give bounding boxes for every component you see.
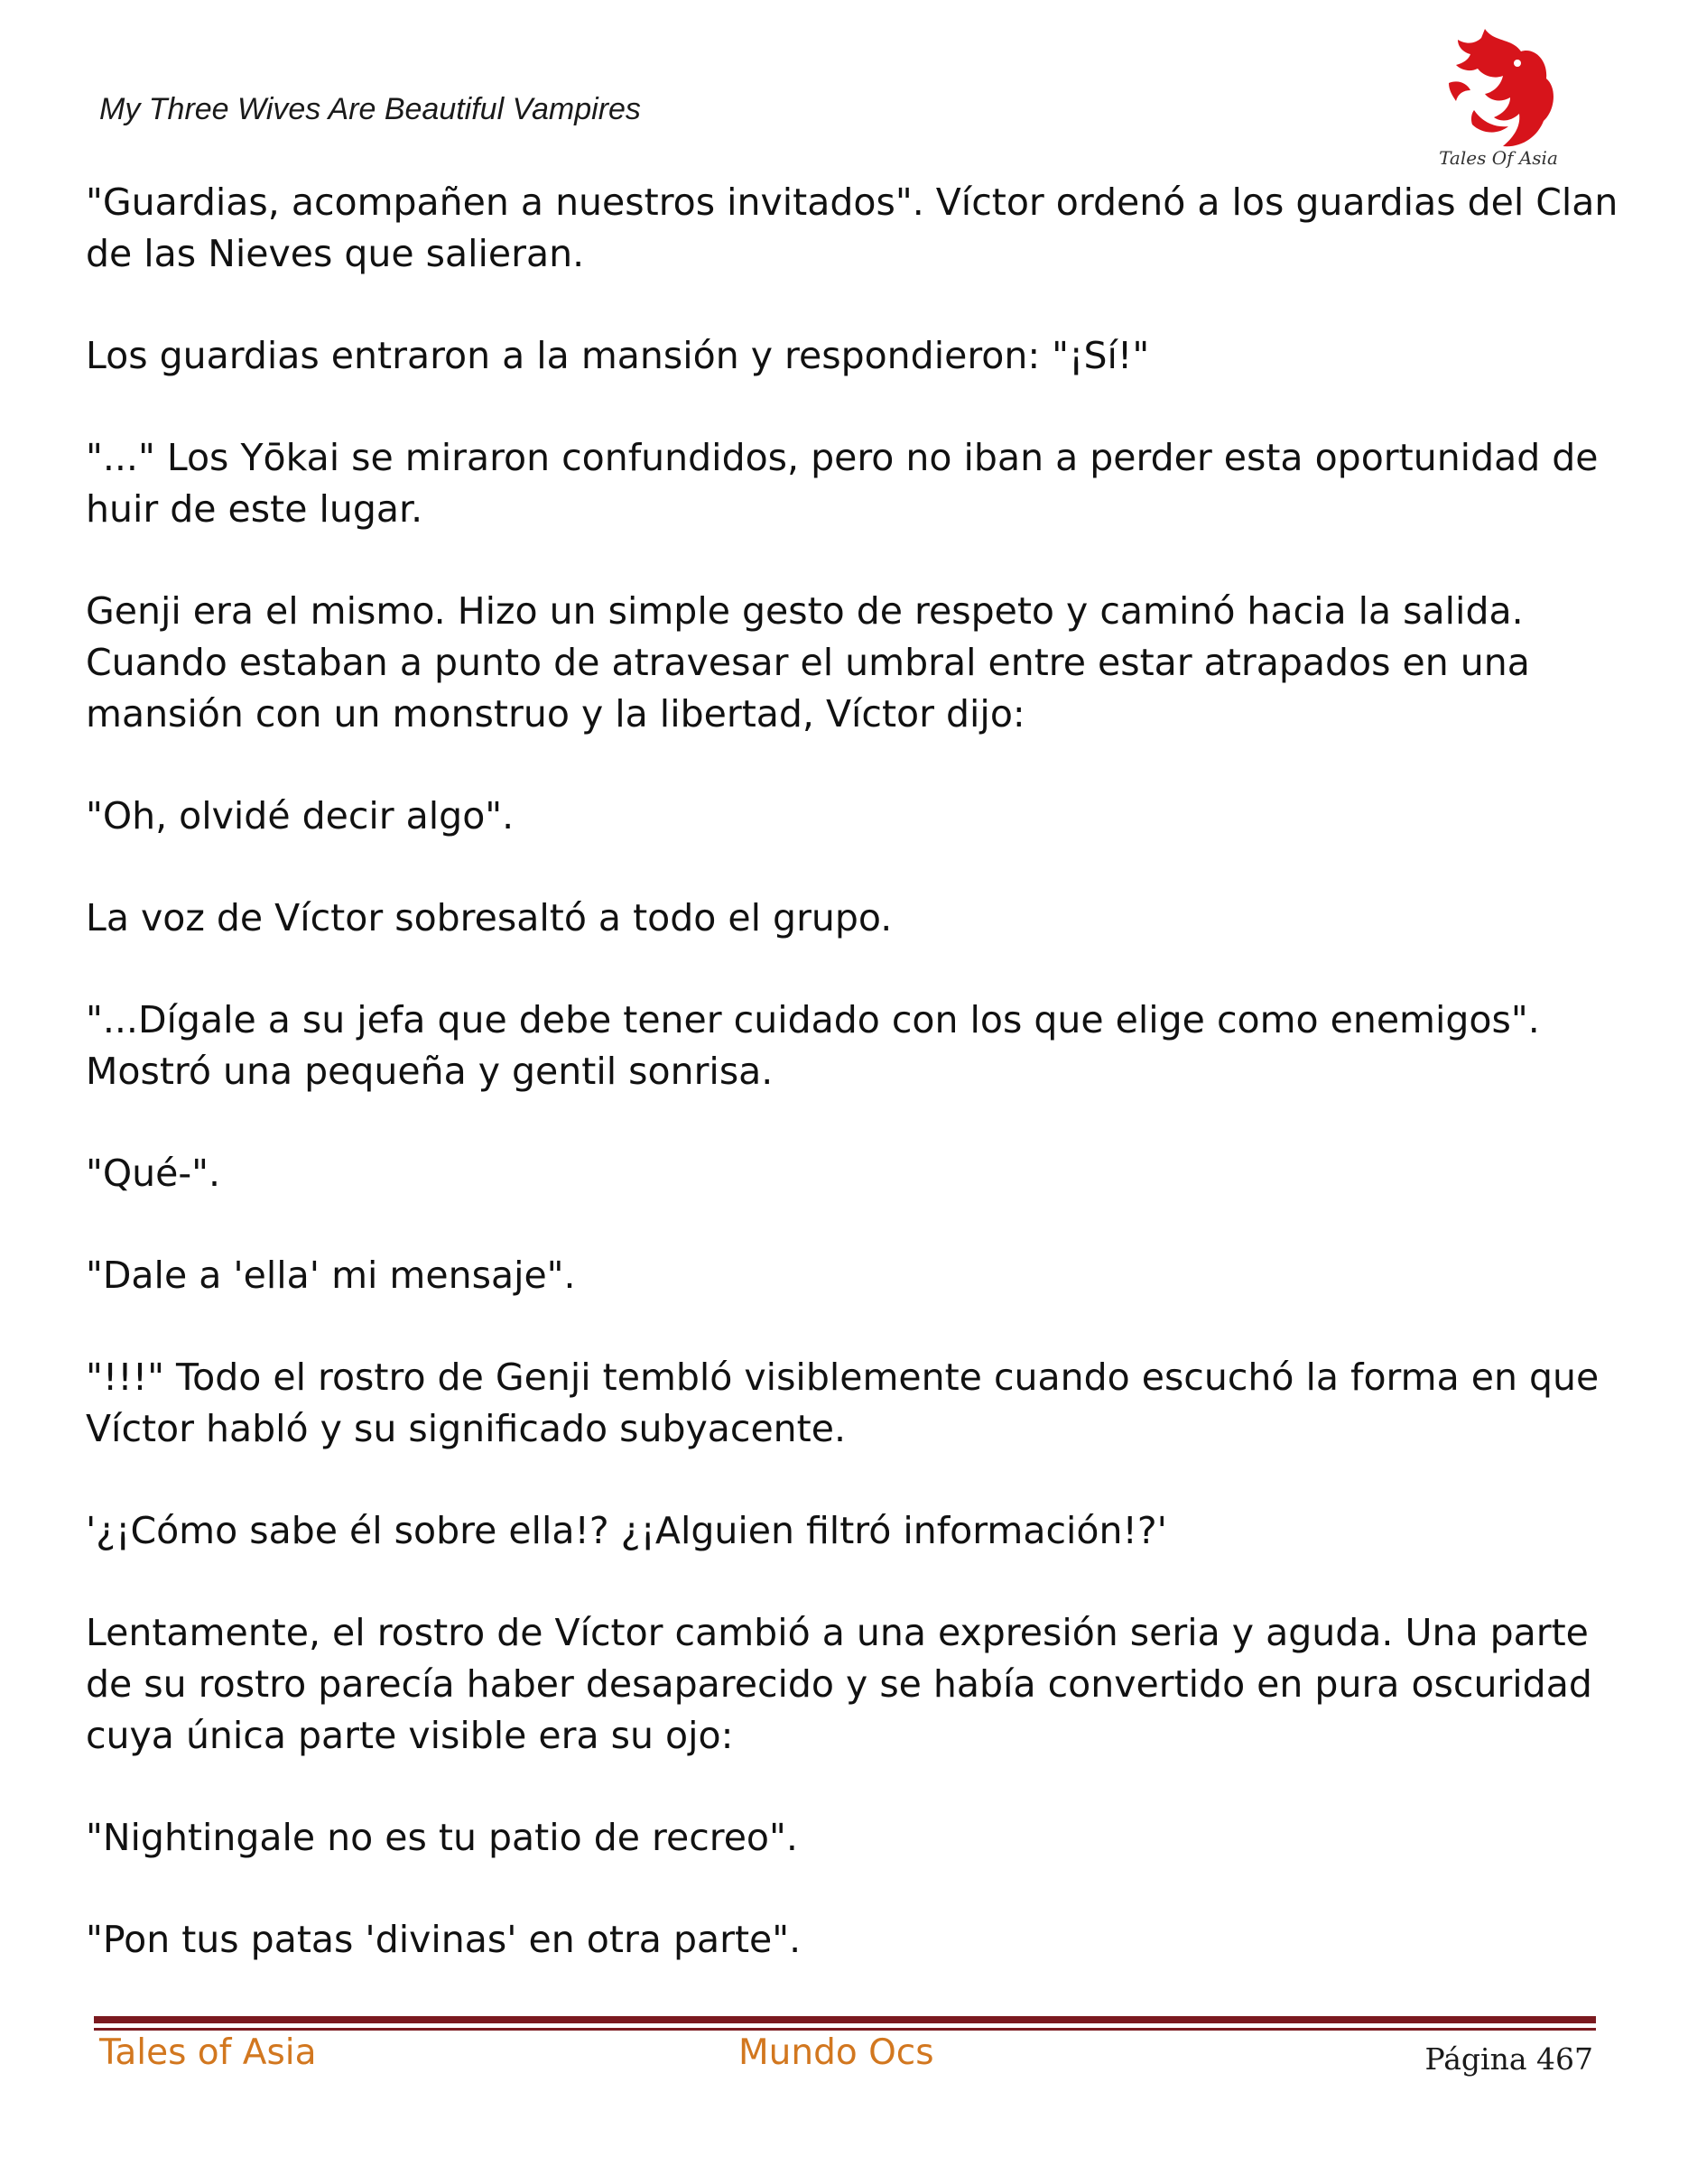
paragraph: "Oh, olvidé decir algo".: [86, 794, 515, 838]
paragraph: Los guardias entraron a la mansión y respondieron: "¡Sí!": [86, 334, 1150, 377]
page-number: Página 467: [1424, 2041, 1593, 2077]
paragraph: Genji era el mismo. Hizo un simple gesto de respeto y caminó hacia la salida. Cuando estaban a punto de atravesar el umbral entre estar atrapados en una mansión con un monstruo y la libertad, Víctor dijo:: [86, 589, 1530, 736]
chapter-body: [86, 177, 1620, 2016]
paragraph: "!!!" Todo el rostro de Genji tembló visiblemente cuando escuchó la forma en que Víctor habló y su significado subyacente.: [86, 1356, 1600, 1450]
paragraph: "Pon tus patas 'divinas' en otra parte".: [86, 1918, 802, 1961]
paragraph: "Qué-".: [86, 1152, 221, 1195]
paragraph: "..." Los Yōkai se miraron confundidos, pero no iban a perder esta oportunidad de huir de este lugar.: [86, 436, 1599, 531]
paragraph: "...Dígale a su jefa que debe tener cuidado con los que elige como enemigos". Mostró una pequeña y gentil sonrisa.: [86, 998, 1540, 1093]
tales-of-asia-logo: [1431, 20, 1566, 178]
dragon-logo-icon: [1431, 20, 1566, 178]
footer-translator: Mundo Ocs: [738, 2032, 934, 2073]
paragraph: La voz de Víctor sobresaltó a todo el grupo.: [86, 896, 893, 939]
paragraph: "Nightingale no es tu patio de recreo".: [86, 1816, 798, 1859]
footer-divider-thin: [94, 2028, 1596, 2031]
paragraph: '¿¡Cómo sabe él sobre ella!? ¿¡Alguien filtró información!?': [86, 1509, 1167, 1552]
paragraph: Lentamente, el rostro de Víctor cambió a una expresión seria y aguda. Una parte de su rostro parecía haber desaparecido y se había convertido en pura oscuridad cuya única parte visible era su ojo:: [86, 1611, 1592, 1757]
document-header-title: My Three Wives Are Beautiful Vampires: [99, 92, 641, 126]
footer-divider-thick: [94, 2016, 1596, 2023]
paragraph: "Dale a 'ella' mi mensaje".: [86, 1254, 576, 1297]
paragraph: "Guardias, acompañen a nuestros invitados". Víctor ordenó a los guardias del Clan de las Nieves que salieran.: [86, 180, 1618, 275]
logo-text: Tales Of Asia: [1439, 147, 1558, 169]
footer-site-name: Tales of Asia: [99, 2032, 317, 2073]
